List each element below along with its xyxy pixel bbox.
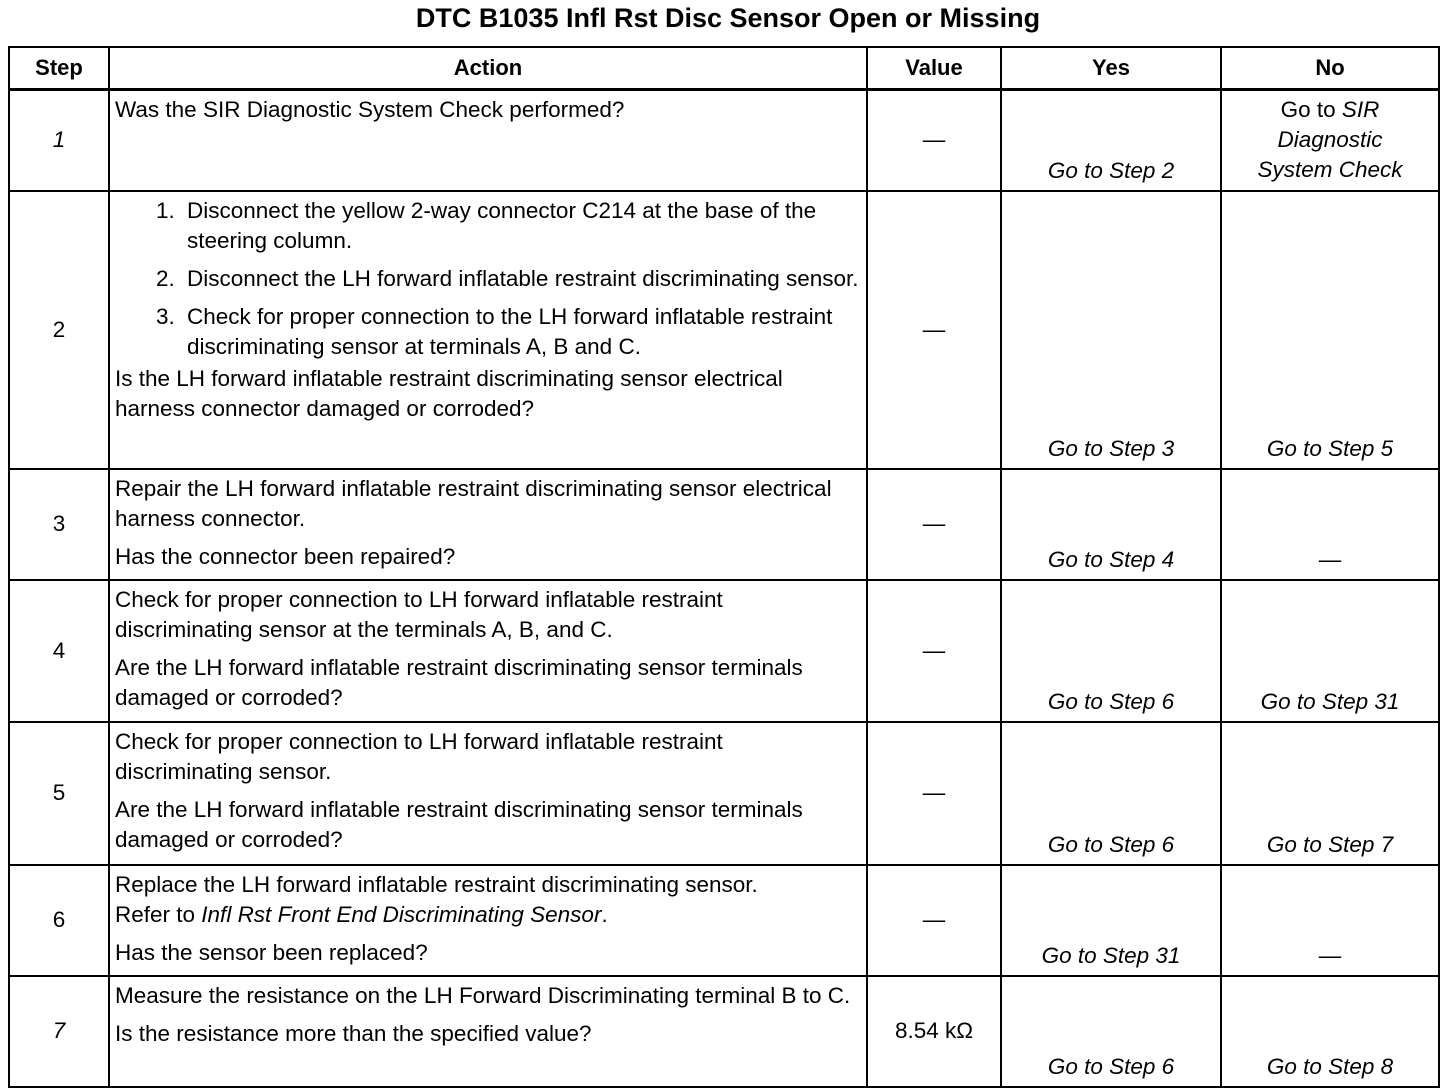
diagnostic-link[interactable]: Diagnostic: [1277, 127, 1383, 152]
yes-link[interactable]: Go to Step 2: [1001, 90, 1221, 191]
action-cell: [109, 191, 867, 469]
yes-link[interactable]: Go to Step 6: [1001, 580, 1221, 722]
reference-suffix: .: [601, 901, 608, 927]
table-row: [9, 90, 1439, 191]
step-number: 7: [9, 976, 109, 1087]
sir-link[interactable]: SIR: [1341, 97, 1380, 122]
list-item: 1. Disconnect the yellow 2-way connector C214 at the base of the steering column.: [181, 196, 862, 256]
action-cell: [109, 722, 867, 865]
step-number: 5: [9, 722, 109, 865]
no-cell: —: [1221, 865, 1439, 976]
value-cell: —: [867, 191, 1001, 469]
action-text: Check for proper connection to LH forward inflatable restraint discriminating sensor.: [115, 728, 723, 784]
action-cell: [109, 976, 867, 1087]
value-cell: —: [867, 90, 1001, 191]
value-cell: 8.54 kΩ: [867, 976, 1001, 1087]
action-question: Are the LH forward inflatable restraint discriminating sensor terminals damaged or corroded?: [115, 796, 803, 852]
column-header-step: Step: [9, 47, 109, 90]
list-item: 2. Disconnect the LH forward inflatable restraint discriminating sensor.: [181, 264, 862, 294]
action-reference: [115, 900, 862, 930]
no-cell: —: [1221, 469, 1439, 580]
value-cell: —: [867, 722, 1001, 865]
reference-prefix: Refer to: [115, 901, 202, 927]
step-number: 4: [9, 580, 109, 722]
action-steps-list: [115, 196, 862, 362]
column-header-yes: Yes: [1001, 47, 1221, 90]
step-number: 2: [9, 191, 109, 469]
table-row: [9, 191, 1439, 469]
action-text: Check for proper connection to LH forward inflatable restraint discriminating sensor at the terminals A, B, and C.: [115, 586, 723, 642]
no-link[interactable]: Go to Step 5: [1221, 191, 1439, 469]
table-row: [9, 580, 1439, 722]
value-cell: —: [867, 865, 1001, 976]
action-question: Was the SIR Diagnostic System Check performed?: [115, 97, 625, 122]
table-row: [9, 976, 1439, 1087]
no-link[interactable]: Go to Step 8: [1221, 976, 1439, 1087]
step-number: 1: [9, 90, 109, 191]
action-text: Repair the LH forward inflatable restraint discriminating sensor electrical harness connector.: [115, 475, 832, 531]
step-number: 6: [9, 865, 109, 976]
action-question: Are the LH forward inflatable restraint discriminating sensor terminals damaged or corroded?: [115, 654, 803, 710]
value-cell: —: [867, 469, 1001, 580]
action-question: Is the resistance more than the specified value?: [115, 1020, 592, 1046]
yes-link[interactable]: Go to Step 4: [1001, 469, 1221, 580]
value-cell: —: [867, 580, 1001, 722]
page-title: DTC B1035 Infl Rst Disc Sensor Open or Missing: [415, 3, 1041, 33]
table-row: [9, 469, 1439, 580]
action-question: Has the connector been repaired?: [115, 543, 456, 569]
column-header-value: Value: [867, 47, 1001, 90]
no-link[interactable]: Go to Step 7: [1221, 722, 1439, 865]
yes-link[interactable]: Go to Step 3: [1001, 191, 1221, 469]
list-item: 3. Check for proper connection to the LH forward inflatable restraint discriminating sensor at terminals A, B and C.: [181, 302, 862, 362]
no-link[interactable]: Go to Step 31: [1221, 580, 1439, 722]
diagnostic-table: [8, 46, 1440, 1088]
action-question: Has the sensor been replaced?: [115, 939, 428, 965]
action-question: Is the LH forward inflatable restraint discriminating sensor electrical harness connector damaged or corroded?: [115, 365, 783, 421]
action-text: Measure the resistance on the LH Forward Discriminating terminal B to C.: [115, 982, 851, 1008]
table-row: [9, 865, 1439, 976]
action-cell: [109, 865, 867, 976]
step-number: 3: [9, 469, 109, 580]
action-cell: [109, 469, 867, 580]
no-cell: [1221, 90, 1439, 191]
table-row: [9, 722, 1439, 865]
sensor-procedure-link[interactable]: Infl Rst Front End Discriminating Sensor: [201, 901, 602, 927]
yes-link[interactable]: Go to Step 6: [1001, 722, 1221, 865]
yes-link[interactable]: Go to Step 6: [1001, 976, 1221, 1087]
action-cell: [109, 90, 867, 191]
action-cell: [109, 580, 867, 722]
no-prefix: Go to: [1280, 97, 1342, 122]
yes-link[interactable]: Go to Step 31: [1001, 865, 1221, 976]
column-header-action: Action: [109, 47, 867, 90]
system-check-link[interactable]: System Check: [1257, 157, 1403, 182]
action-text: Replace the LH forward inflatable restraint discriminating sensor.: [115, 871, 758, 897]
table-header-row: [9, 47, 1439, 90]
column-header-no: No: [1221, 47, 1439, 90]
